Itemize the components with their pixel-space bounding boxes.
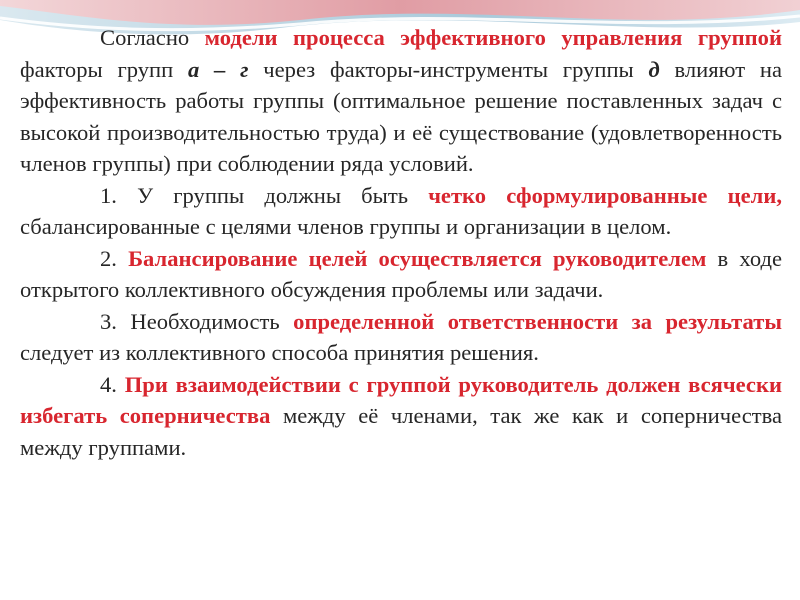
highlighted-phrase: четко сформулированные цели, [428,182,782,208]
italic-letter: а – г [188,56,249,82]
paragraph-5 [20,369,782,464]
paragraph-2 [20,180,782,243]
text-segment: 4. [100,371,125,397]
text-segment: факторы групп [20,56,188,82]
text-segment: Согласно [100,25,205,50]
text-segment: через факторы-инструменты группы [248,56,649,82]
text-segment: 1. У группы должны быть [100,182,429,208]
text-segment: 3. Необходимость [100,308,294,334]
text-segment: между её членами, так же как и соперничества между группами. [20,403,783,460]
highlighted-phrase: Балансирование целей осуществляется руководителем [128,245,707,271]
highlighted-phrase: определенной ответственности за результаты [293,308,783,334]
highlighted-phrase: При взаимодействии с группой руководитель должен всячески избегать соперничества [20,371,782,428]
text-segment: в ходе открытого коллективного обсуждения проблемы или задачи. [20,245,782,302]
text-segment: сбалансированные с целями членов группы и организации в целом. [20,214,672,239]
highlighted-phrase: модели процесса эффективного управления группой [204,25,782,50]
paragraph-4 [20,306,782,369]
body-text [20,22,782,463]
italic-letter: д [648,56,660,82]
text-segment: влияют на эффективность работы группы (оптимальное решение поставленных задач с высокой производительностью труда) и её существование (удовлетворенность членов группы) при соблюдении ряда условий. [20,56,782,176]
paragraph-1 [20,22,782,180]
text-segment: 2. [100,245,129,271]
text-segment: следует из коллективного способа принятия решения. [20,340,539,365]
paragraph-3 [20,243,782,306]
